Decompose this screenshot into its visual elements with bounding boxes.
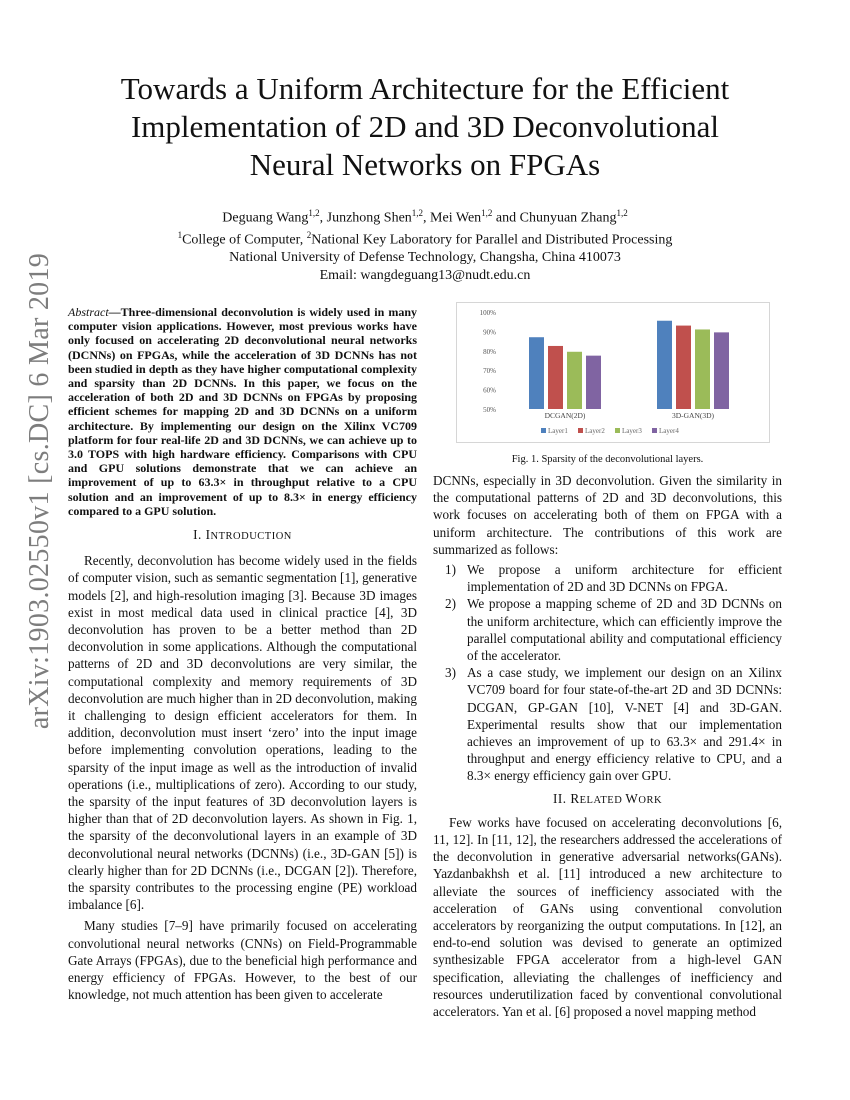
abstract-label: Abstract xyxy=(68,305,109,319)
affiliation-line: National University of Defense Technology, Changsha, China 410073 xyxy=(229,250,621,266)
y-tick-label: 90% xyxy=(483,328,496,337)
abstract xyxy=(68,305,417,518)
author-block xyxy=(70,205,780,284)
bar xyxy=(548,346,563,409)
legend-label: Layer3 xyxy=(622,427,642,435)
author-name: Chunyuan Zhang xyxy=(519,210,617,226)
affiliation-text: National Key Laboratory for Parallel and Distributed Processing xyxy=(311,232,673,248)
affiliation-sup: 1 xyxy=(177,230,183,241)
bar xyxy=(586,356,601,409)
section-heading-rest: NTRODUCTION xyxy=(210,531,292,542)
section-heading-initial: W xyxy=(625,790,639,806)
section-heading-rest: ORK xyxy=(638,794,663,806)
sparsity-bar-chart xyxy=(457,303,769,442)
bar xyxy=(657,321,672,409)
legend-swatch xyxy=(578,428,583,433)
list-text: As a case study, we implement our design on an Xilinx VC709 board for four state-of-the-art 2D and 3D DCNNs: DCGAN, GP-GAN [10], V-NET [4] and 3D-GAN. Experimental results show that our implementation achieves an improvement of up to 63.3× and 291.4× in throughput and energy efficiency relative to CPU, and a 8.3× energy efficiency gain over GPU. xyxy=(467,665,782,784)
bar xyxy=(529,337,544,409)
title-line: Implementation of 2D and 3D Deconvolutional xyxy=(130,109,719,144)
y-tick-label: 60% xyxy=(483,386,496,395)
paragraph: Many studies [7–9] have primarily focused on accelerating convolutional neural networks (CNNs) on Field-Programmable Gate Arrays (FPGAs), due to the beneficial high performance and energy efficiency of FPGAs. However, to the best of our knowledge, not much attention has been given to accelerate xyxy=(68,918,417,1003)
affiliation-text: College of Computer, xyxy=(182,232,307,248)
bar xyxy=(567,352,582,409)
author-email[interactable]: Email: wangdeguang13@nudt.edu.cn xyxy=(319,267,531,283)
legend-label: Layer2 xyxy=(585,427,605,435)
author-sup: 1,2 xyxy=(481,208,493,218)
list-item xyxy=(433,595,782,664)
legend-label: Layer4 xyxy=(659,427,679,435)
abstract-text: Three-dimensional deconvolution is widely used in many computer vision applications. However, most previous works have only focused on accelerating 2D deconvolutional neural networks (DCNNs) on FPGAs, while the acceleration of 3D DCNNs has not been studied in depth as they have higher computational complexity and sparsity than 2D DCNNs. In this paper, we focus on the acceleration of both 2D and 3D DCNNs on FPGAs by proposing efficient schemes for mapping 2D and 3D DCNNs on a uniform architecture. By implementing our design on the Xilinx VC709 platform for four real-life 2D and 3D DCNNs, we can achieve up to 3.0 TOPS with high hardware efficiency. Comparisons with CPU and GPU solutions demonstrate that we can achieve an improvement of up to 63.3× in throughput relative to a CPU solution and an improvement of up to 8.3× in energy efficiency compared to a GPU solution. xyxy=(68,305,417,518)
list-item xyxy=(433,664,782,784)
list-text: We propose a uniform architecture for efficient implementation of 2D and 3D DCNNs on FPGA. xyxy=(467,562,782,595)
author-name: Deguang Wang xyxy=(222,210,309,226)
title-line: Neural Networks on FPGAs xyxy=(249,147,601,182)
legend-swatch xyxy=(652,428,657,433)
right-column xyxy=(433,472,782,1020)
contribution-list xyxy=(433,561,782,785)
author-sep: , xyxy=(423,210,431,226)
paragraph: Recently, deconvolution has become widely used in the fields of computer vision, such as semantic segmentation [1], generative models [2], and high-resolution imaging [3]. Because 3D images exist in most medical data used in clinical practice [4], 3D deconvolution has proven to be a better method than 2D deconvolution in some applications. Although the computational patterns of 2D and 3D deconvolutions are very similar, the computational complexity and memory requirements of 3D deconvolution are much higher than in 2D deconvolution, making it challenging to design efficient accelerators for them. In addition, deconvolution must insert ‘zero’ into the input image before implementing convolution operations, leading to the sparsity of the input image as well as the introduction of invalid operations (i.e., multiplications of zero). According to our study, the sparsity of the input features of 3D deconvolution layers is higher than that of 2D deconvolution layers. As shown in Fig. 1, the sparsity of the deconvolutional layers in an example of 3D deconvolutional neural networks (DCNNs) (i.e., 3D-GAN [5]) is clearly higher than for 2D DCNNs (i.e., DCGAN [2]). Therefore, the sparsity contributes to the processing engine (PE) workload imbalance [6]. xyxy=(68,553,417,913)
y-tick-label: 100% xyxy=(479,309,496,317)
section-heading-related-work xyxy=(433,790,782,809)
legend-swatch xyxy=(541,428,546,433)
author-sup: 1,2 xyxy=(308,208,320,218)
paper-title xyxy=(70,70,780,184)
author-sup: 1,2 xyxy=(411,208,424,218)
abstract-dash: — xyxy=(108,305,121,319)
section-heading-initial: R xyxy=(570,790,580,806)
author-names xyxy=(70,205,780,227)
x-category-label: 3D-GAN(3D) xyxy=(671,411,715,420)
legend-swatch xyxy=(615,428,620,433)
list-text: We propose a mapping scheme of 2D and 3D DCNNs on the uniform architecture, which can efficiently improve the parallel computational ability and computational efficiency of the accelerator. xyxy=(467,596,782,664)
bar xyxy=(676,326,691,409)
paragraph: Few works have focused on accelerating deconvolutions [6, 11, 12]. In [11, 12], the researchers addressed the accelerations of the deconvolution in generative adversarial networks(GANs). Yazdanbakhsh et al. [11] introduced a new architecture to alleviate the sources of inefficiency associated with the acceleration of GANs using conventional convolution accelerators by reorganizing the output computations. In [12], an end-to-end solution was devised to generate an optimized synthesizable FPGA accelerator from a high-level GAN specification, alleviating the challenges of inefficiency and resources underutilization faced by conventional convolutional accelerators. Yan et al. [6] proposed a novel mapping method xyxy=(433,814,782,1020)
figure-1-chart xyxy=(456,302,770,443)
author-sep: and xyxy=(492,210,520,226)
list-number: 2) xyxy=(445,596,456,612)
section-heading-rest: ELATED xyxy=(579,794,626,806)
y-tick-label: 70% xyxy=(483,367,496,376)
list-number: 3) xyxy=(445,665,456,681)
section-number: II. xyxy=(552,790,571,806)
x-category-label: DCGAN(2D) xyxy=(544,411,586,420)
author-sup: 1,2 xyxy=(616,208,628,218)
list-item xyxy=(433,561,782,595)
section-heading-introduction xyxy=(68,526,417,545)
affiliation-sup: 2 xyxy=(306,230,312,241)
list-number: 1) xyxy=(445,562,456,578)
arxiv-id-text: arXiv:1903.02550v1 [cs.DC] 6 Mar 2019 xyxy=(24,252,55,730)
figure-caption: Fig. 1. Sparsity of the deconvolutional layers. xyxy=(511,454,704,465)
author-sep: , xyxy=(319,210,327,226)
section-heading-initial: I xyxy=(205,527,211,542)
author-name: Junzhong Shen xyxy=(326,210,412,226)
y-tick-label: 50% xyxy=(483,406,496,414)
bar xyxy=(695,329,710,409)
bar xyxy=(714,332,729,409)
section-number: I. xyxy=(193,527,206,542)
paragraph: DCNNs, especially in 3D deconvolution. Given the similarity in the computational patterns of 2D and 3D deconvolutions, this work focuses on accelerating both of them on FPGA with a uniform architecture. The contributions of this work are summarized as follows: xyxy=(433,473,782,557)
affiliation-line xyxy=(70,227,780,249)
left-column xyxy=(68,526,417,1003)
title-line: Towards a Uniform Architecture for the Efficient xyxy=(120,71,730,106)
author-name: Mei Wen xyxy=(430,210,482,226)
y-tick-label: 80% xyxy=(483,347,496,356)
arxiv-sidebar-id xyxy=(14,252,66,730)
legend-label: Layer1 xyxy=(548,427,568,435)
